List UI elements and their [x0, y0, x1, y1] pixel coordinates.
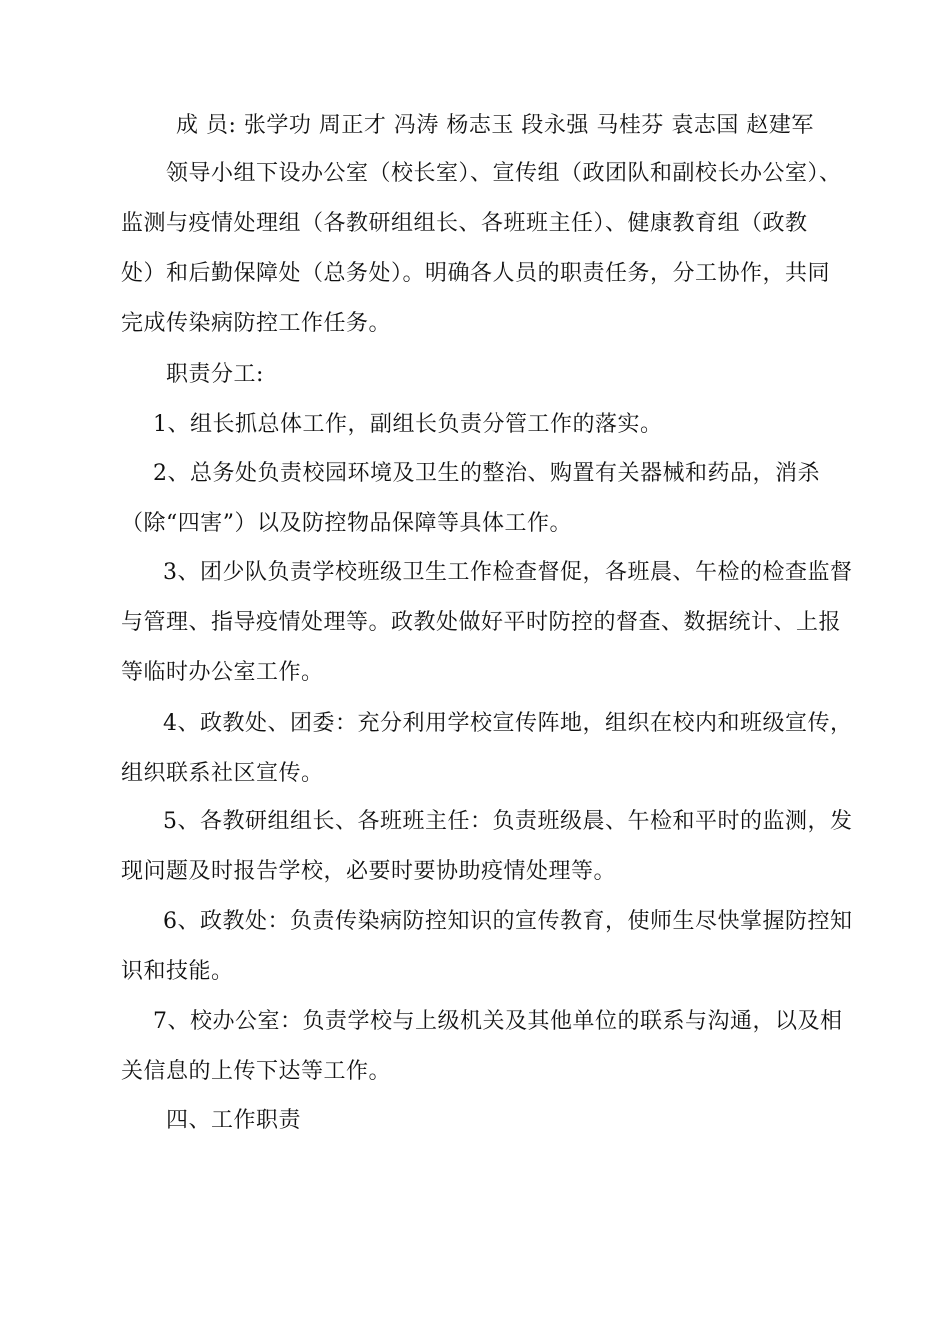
- duty-5-line-2: 现问题及时报告学校，必要时要协助疫情处理等。: [121, 859, 617, 884]
- duty-2-line-2: （除“四害”）以及防控物品保障等具体工作。: [121, 511, 572, 536]
- duties-heading: 职责分工:: [166, 362, 264, 387]
- intro-line-1: 领导小组下设办公室（校长室）、宣传组（政团队和副校长办公室）、: [166, 161, 842, 186]
- intro-line-2: 监测与疫情处理组（各教研组组长、各班班主任）、健康教育组（政教: [121, 211, 808, 236]
- duty-1-line-1: 1、组长抓总体工作，副组长负责分管工作的落实。: [153, 412, 663, 437]
- duty-2-line-1: 2、总务处负责校园环境及卫生的整治、购置有关器械和药品，消杀: [153, 461, 820, 486]
- duty-6-line-2: 识和技能。: [121, 959, 234, 984]
- intro-line-3: 处）和后勤保障处（总务处）。明确各人员的职责任务，分工协作，共同: [121, 261, 831, 286]
- duty-6-line-1: 6、政教处：负责传染病防控知识的宣传教育，使师生尽快掌握防控知: [163, 909, 853, 934]
- duty-3-line-3: 等临时办公室工作。: [121, 660, 324, 685]
- intro-line-4: 完成传染病防控工作任务。: [121, 311, 392, 336]
- duty-7-line-1: 7、校办公室：负责学校与上级机关及其他单位的联系与沟通，以及相: [153, 1009, 843, 1034]
- duty-3-line-1: 3、团少队负责学校班级卫生工作检查督促，各班晨、午检的检查监督: [163, 560, 853, 585]
- duty-5-line-1: 5、各教研组组长、各班班主任：负责班级晨、午检和平时的监测，发: [163, 809, 853, 834]
- duty-4-line-1: 4、政教处、团委：充分利用学校宣传阵地，组织在校内和班级宣传，: [163, 711, 853, 736]
- members-line: 成 员: 张学功 周正才 冯涛 杨志玉 段永强 马桂芬 袁志国 赵建军: [176, 113, 814, 138]
- section-heading: 四、工作职责: [166, 1108, 302, 1133]
- duty-7-line-2: 关信息的上传下达等工作。: [121, 1059, 392, 1084]
- duty-4-line-2: 组织联系社区宣传。: [121, 761, 324, 786]
- duty-3-line-2: 与管理、指导疫情处理等。政教处做好平时防控的督查、数据统计、上报: [121, 610, 842, 635]
